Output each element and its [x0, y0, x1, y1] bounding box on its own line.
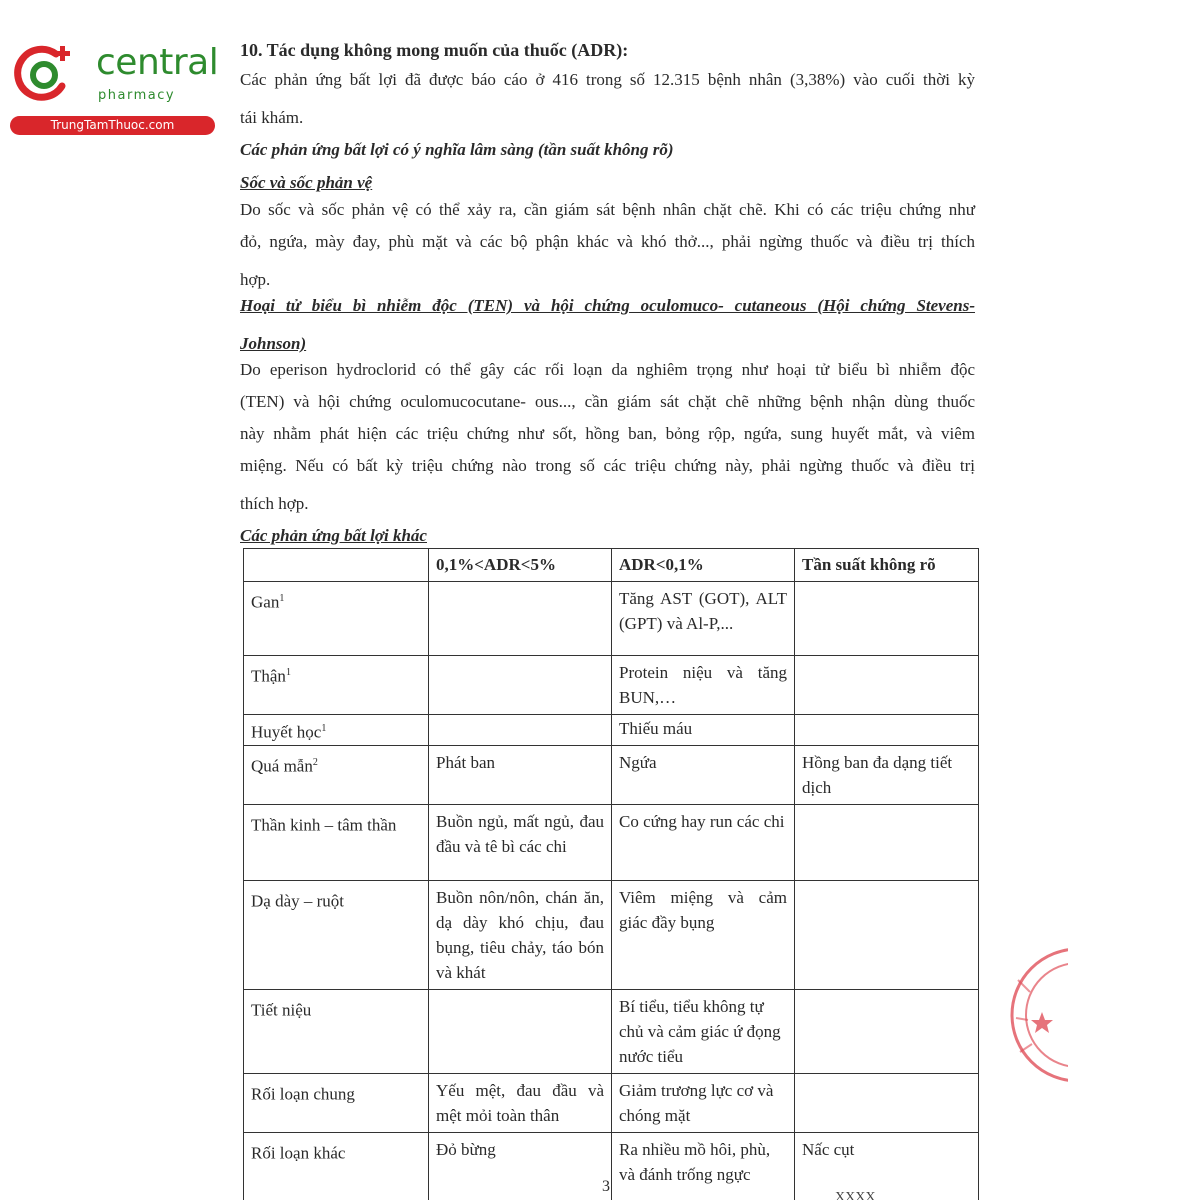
row-common: [429, 989, 612, 1073]
shock-line-2: đỏ, ngứa, mày đay, phù mặt và các bộ phận khác và khó thở..., phải ngừng thuốc và điều trị thích: [240, 232, 975, 251]
row-common: Buồn ngủ, mất ngủ, đau đầu và tê bì các chi: [429, 804, 612, 880]
row-rare: Thiếu máu: [612, 715, 795, 746]
row-common: Phát ban: [429, 745, 612, 804]
logo-brand-text: central: [96, 42, 219, 83]
row-unknown: Nấc cụt: [795, 1132, 979, 1200]
row-rare: Co cứng hay run các chi: [612, 804, 795, 880]
shock-heading: Sốc và sốc phản vệ: [240, 173, 373, 192]
brand-logo: [10, 36, 219, 136]
adr-table: [243, 548, 979, 1200]
row-common: Buồn nôn/nôn, chán ăn, dạ dày khó chịu, đau bụng, tiêu chảy, táo bón và khát: [429, 880, 612, 989]
row-rare: Bí tiểu, tiểu không tự chủ và cảm giác ứ đọng nước tiểu: [612, 989, 795, 1073]
logo-url-bar: TrungTamThuoc.com: [10, 116, 215, 135]
row-organ: Rối loạn khác: [244, 1132, 429, 1200]
row-common: Đỏ bừng: [429, 1132, 612, 1200]
row-unknown: [795, 989, 979, 1073]
red-seal-stamp-icon: [998, 940, 1068, 1090]
footer-fragment: XXXX: [835, 1190, 876, 1200]
row-rare: Protein niệu và tăng BUN,…: [612, 656, 795, 715]
row-organ: Huyết học$^1$: [244, 715, 429, 746]
row-rare: Ngứa: [612, 745, 795, 804]
ten-line-2: (TEN) và hội chứng oculomucocutane- ous..., cần giám sát chặt chẽ những bệnh nhận dùng thuốc: [240, 392, 975, 411]
row-organ: Quá mẫn$^2$: [244, 745, 429, 804]
row-unknown: [795, 582, 979, 656]
row-organ: Tiết niệu: [244, 989, 429, 1073]
row-organ: Thận$^1$: [244, 656, 429, 715]
row-organ: Thần kinh – tâm thần: [244, 804, 429, 880]
table-row: [244, 880, 979, 989]
row-unknown: [795, 715, 979, 746]
ten-line-3: này nhằm phát hiện các triệu chứng như sốt, hồng ban, bỏng rộp, ngứa, sung huyết mắt, và viêm: [240, 424, 975, 443]
ten-heading-line-1: Hoại tử biểu bì nhiễm độc (TEN) và hội chứng oculomuco- cutaneous (Hội chứng Stevens-: [240, 296, 975, 315]
intro-line-1: Các phản ứng bất lợi đã được báo cáo ở 416 trong số 12.315 bệnh nhân (3,38%) vào cuối thời kỳ: [240, 70, 975, 89]
row-organ: Rối loạn chung: [244, 1073, 429, 1132]
logo-sub-text: pharmacy: [98, 88, 176, 103]
shock-line-1: Do sốc và sốc phản vệ có thể xảy ra, cần giám sát bệnh nhân chặt chẽ. Khi có các triệu chứng như: [240, 200, 975, 219]
table-row: [244, 1073, 979, 1132]
row-rare: Ra nhiều mồ hôi, phù, và đánh trống ngực: [612, 1132, 795, 1200]
table-row: [244, 804, 979, 880]
table-header-organ: [244, 549, 429, 582]
table-header-row: [244, 549, 979, 582]
ten-heading-line-2: Johnson): [240, 334, 307, 353]
row-unknown: [795, 880, 979, 989]
table-row: [244, 745, 979, 804]
row-unknown: Hồng ban đa dạng tiết dịch: [795, 745, 979, 804]
shock-line-3: hợp.: [240, 270, 271, 289]
row-common: [429, 582, 612, 656]
row-common: [429, 656, 612, 715]
row-unknown: [795, 1073, 979, 1132]
table-row: [244, 582, 979, 656]
central-pharmacy-logo-icon: [12, 40, 76, 104]
row-unknown: [795, 656, 979, 715]
ten-line-5: thích hợp.: [240, 494, 309, 513]
ten-line-4: miệng. Nếu có bất kỳ triệu chứng nào trong số các triệu chứng này, phải ngừng thuốc và điều trị: [240, 456, 975, 475]
page-number: 3: [602, 1178, 610, 1195]
table-header-common: 0,1%<ADR<5%: [429, 549, 612, 582]
table-header-rare: ADR<0,1%: [612, 549, 795, 582]
table-row: [244, 715, 979, 746]
other-heading: Các phản ứng bất lợi khác: [240, 526, 427, 545]
intro-line-2: tái khám.: [240, 108, 304, 127]
row-rare: Giảm trương lực cơ và chóng mặt: [612, 1073, 795, 1132]
row-rare: Viêm miệng và cảm giác đầy bụng: [612, 880, 795, 989]
section-title: 10. Tác dụng không mong muốn của thuốc (ADR):: [240, 40, 629, 60]
row-rare: Tăng AST (GOT), ALT (GPT) và Al-P,...: [612, 582, 795, 656]
row-common: [429, 715, 612, 746]
row-unknown: [795, 804, 979, 880]
table-header-unknown: Tần suất không rõ: [795, 549, 979, 582]
table-row: [244, 989, 979, 1073]
table-row: [244, 656, 979, 715]
clinical-heading: Các phản ứng bất lợi có ý nghĩa lâm sàng (tần suất không rõ): [240, 140, 674, 159]
row-organ: Dạ dày – ruột: [244, 880, 429, 989]
row-common: Yếu mệt, đau đầu và mệt mỏi toàn thân: [429, 1073, 612, 1132]
row-organ: Gan$^1$: [244, 582, 429, 656]
ten-line-1: Do eperison hydroclorid có thể gây các rối loạn da nghiêm trọng như hoại tử biểu bì nhiễm độc: [240, 360, 975, 379]
